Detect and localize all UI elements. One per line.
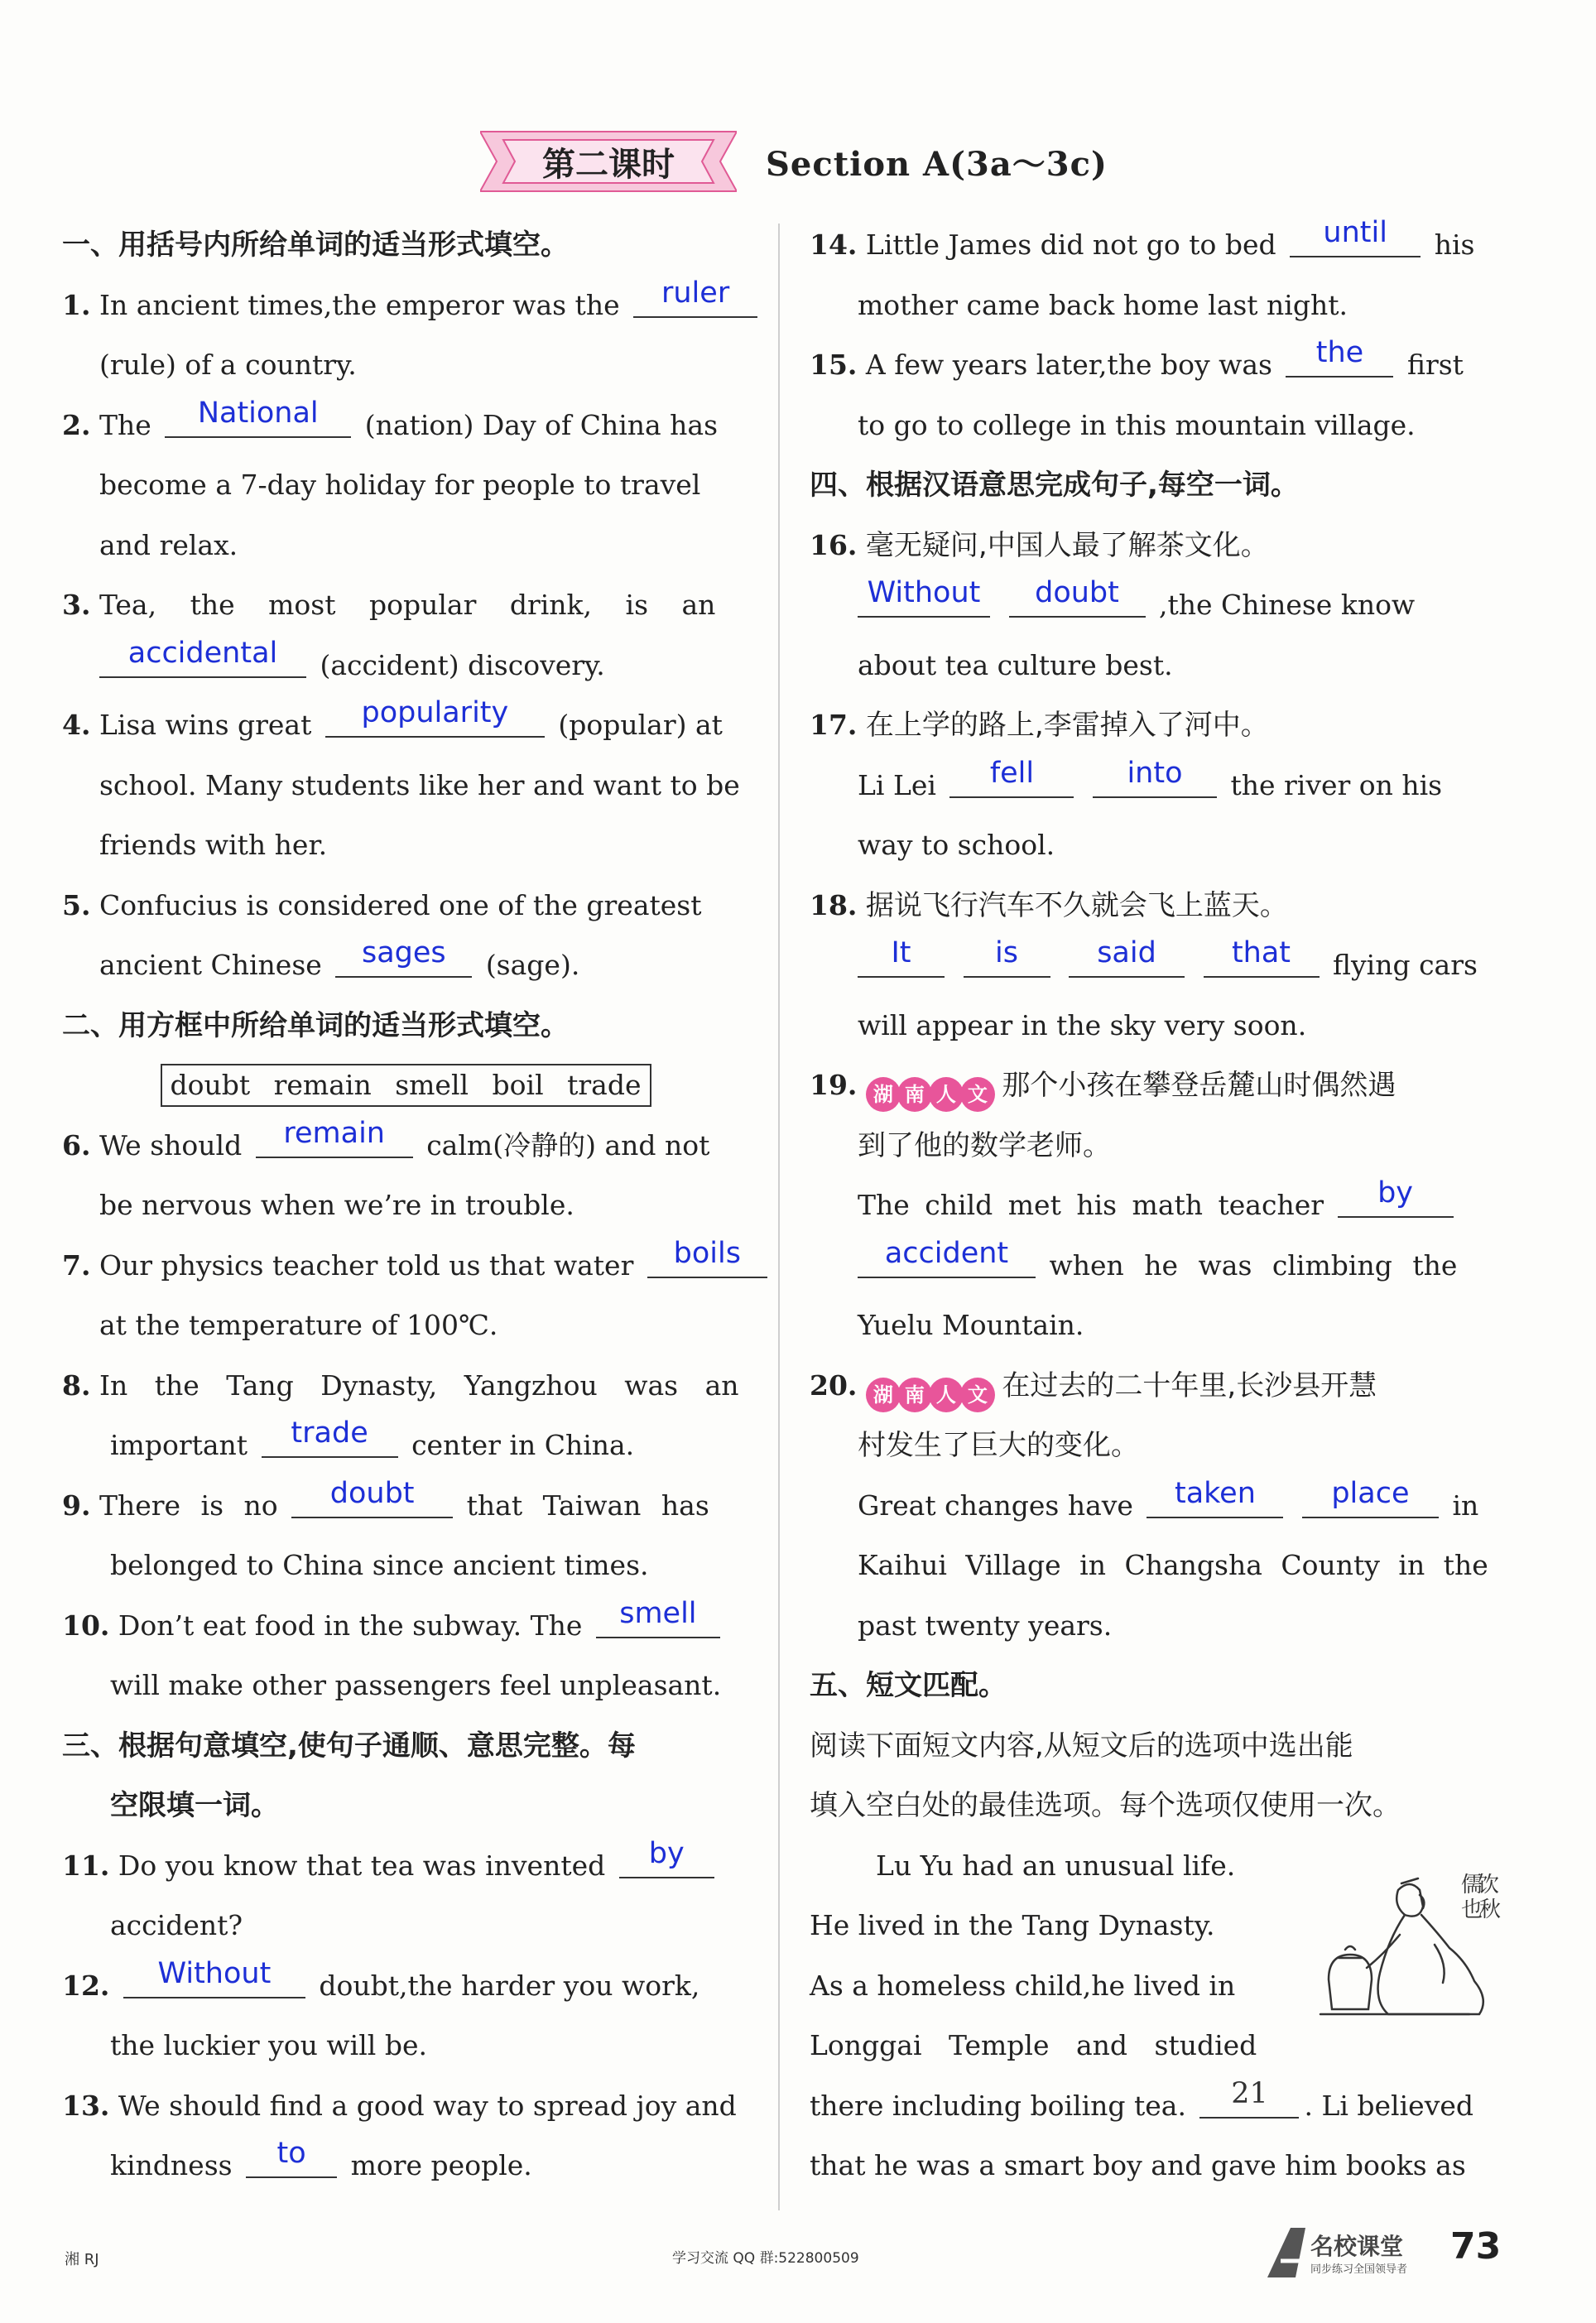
question-text: Great changes have [858,1489,1133,1522]
answer-blank[interactable] [335,936,472,978]
badge-char: 人 [929,1378,964,1412]
question-text: (accident) discovery. [320,648,605,681]
question-7-cont: at the temperature of 100℃. [99,1309,498,1341]
chinese-prompt: 在上学的路上,李雷掉入了河中。 [865,709,1269,742]
answer-blank[interactable] [1286,336,1393,378]
question-5 [62,876,749,936]
part2-title: 二、用方框中所给单词的适当形式填空。 [62,1008,569,1042]
lesson-header [480,124,1108,199]
badge-char: 人 [929,1077,964,1112]
section-title: Section A(3a～3c) [766,144,1108,184]
question-text: ,the Chinese know [1159,589,1416,621]
question-3 [62,575,749,636]
question-number: 11. [62,1849,110,1882]
question-number: 19. [810,1069,858,1101]
answer: to [276,2137,306,2170]
answer-blank[interactable] [949,756,1074,798]
question-number: 12. [62,1969,110,2002]
badge-char: 湖 [866,1378,901,1412]
passage-line: As a homeless child,he lived in [810,1969,1236,2002]
answer: fell [989,756,1035,790]
question-text: calm(冷静的) and not [426,1128,710,1162]
question-text: In the Tang Dynasty, Yangzhou was an [99,1368,739,1402]
answer-blank[interactable] [99,636,306,678]
answer: doubt [1035,576,1119,609]
question-text: kindness [110,2149,233,2181]
question-text: (nation) Day of China has [364,408,719,441]
question-text: There is no [99,1489,278,1522]
question-20-answer-line [810,1476,1497,1537]
question-number: 9. [62,1489,91,1522]
question-16 [810,516,1497,576]
question-19-answer-line-2 [810,1236,1497,1296]
answer-blank[interactable] [246,2137,337,2178]
question-8-cont [62,1416,749,1476]
question-11 [62,1836,749,1897]
question-18-answer-line [810,935,1497,996]
hunan-culture-badge [866,1378,992,1412]
qq-group-label: 学习交流 QQ 群:522800509 [672,2250,859,2267]
question-7 [62,1236,749,1296]
answer-blank[interactable] [123,1956,305,1998]
badge-char: 湖 [866,1077,901,1112]
answer: National [197,396,319,430]
question-8 [62,1356,749,1416]
question-number: 18. [810,888,858,921]
word-box-row [62,1056,749,1116]
part3-title-cont: 空限填一词。 [110,1789,279,1822]
answer: by [648,1836,685,1870]
answer-blank[interactable] [1204,936,1320,978]
edition-label: 湘 RJ [65,2251,99,2268]
question-number: 8. [62,1368,91,1402]
question-17-answer-line [810,756,1497,816]
answer-blank[interactable] [1290,216,1421,257]
question-number: 5. [62,888,91,921]
question-3-cont [62,636,749,696]
hunan-culture-badge [866,1077,992,1112]
question-6-cont: be nervous when we’re in trouble. [99,1189,574,1221]
answer: accidental [127,636,278,670]
question-number: 2. [62,408,91,441]
answer-blank[interactable] [633,276,757,318]
answer-blank[interactable] [325,696,545,738]
question-text: important [110,1429,248,1461]
passage-line: Longgai Temple and studied [810,2029,1257,2061]
question-20-cont-2: past twenty years. [858,1609,1113,1642]
question-number: 14. [810,228,858,261]
page-number: 73 [1450,2225,1502,2268]
question-text: (sage). [485,949,580,981]
question-number: 15. [810,349,858,381]
question-6 [62,1116,749,1176]
question-text: in [1452,1489,1479,1522]
answer-blank[interactable] [964,936,1050,978]
question-text: Our physics teacher told us that water [99,1248,634,1282]
passage-blank-21[interactable] [1199,2076,1299,2119]
question-text: Confucius is considered one of the greatest [99,888,702,921]
blank-number: 21 [1231,2076,1268,2110]
question-18-cont: will appear in the sky very soon. [858,1008,1307,1041]
question-4 [62,695,749,756]
answer-blank[interactable] [647,1236,767,1278]
answer: boils [673,1236,741,1270]
question-number: 13. [62,2089,110,2122]
question-10 [62,1596,749,1657]
question-19-zh-cont: 到了他的数学老师。 [858,1128,1111,1162]
question-19-cont: Yuelu Mountain. [858,1309,1084,1341]
answer: ruler [661,276,730,310]
question-17 [810,695,1497,756]
question-5-cont [62,935,749,996]
question-text: when he was climbing the [1049,1248,1458,1282]
answer: doubt [329,1476,415,1510]
question-text: doubt,the harder you work, [319,1969,700,2002]
question-14 [810,215,1497,276]
answer-blank[interactable] [596,1596,720,1638]
answer-blank[interactable] [165,396,351,438]
answer: said [1097,936,1156,969]
question-text: The child met his math teacher [858,1189,1324,1221]
question-text: (popular) at [558,709,723,741]
chinese-prompt: 据说飞行汽车不久就会飞上蓝天。 [865,888,1288,922]
question-20-zh-cont: 村发生了巨大的变化。 [858,1429,1139,1462]
badge-char: 南 [897,1378,932,1412]
question-13 [62,2076,749,2137]
answer-blank[interactable] [858,936,945,978]
question-9-cont: belonged to China since ancient times. [110,1549,649,1581]
question-text: We should find a good way to spread joy and [118,2089,737,2122]
answer-blank[interactable] [262,1416,398,1458]
answer: place [1331,1476,1410,1510]
question-1 [62,276,749,336]
question-number: 10. [62,1609,110,1642]
answer: smell [619,1596,697,1630]
question-17-cont: way to school. [858,829,1055,861]
question-4-cont: friends with her. [99,829,328,861]
answer: trade [291,1416,368,1450]
question-2-cont: become a 7-day holiday for people to travel [99,469,701,501]
passage-line: Lu Yu had an unusual life. [876,1849,1236,1882]
question-number: 4. [62,709,91,741]
answer-blank[interactable] [1302,1476,1439,1518]
question-text: that Taiwan has [466,1489,709,1522]
question-15 [810,335,1497,396]
question-14-cont: mother came back home last night. [858,288,1348,321]
question-text: first [1406,349,1464,381]
passage-line: He lived in the Tang Dynasty. [810,1909,1215,1941]
answer-blank[interactable] [291,1476,453,1518]
question-text: Lisa wins great [99,709,312,741]
question-4-cont: school. Many students like her and want to be [99,768,740,801]
badge-char: 文 [960,1077,995,1112]
question-text: the river on his [1230,768,1443,801]
word-box: doubt remain smell boil trade [161,1064,651,1107]
answer: that [1231,936,1291,969]
question-16-answer-line [810,575,1497,636]
chinese-prompt: 在过去的二十年里,长沙县开慧 [1002,1368,1377,1402]
answer: by [1377,1176,1413,1210]
answer: popularity [361,696,509,729]
question-15-cont: to go to college in this mountain village. [858,408,1416,441]
question-text: more people. [350,2149,532,2181]
part5-instructions-cont: 填入空白处的最佳选项。每个选项仅使用一次。 [810,1789,1401,1822]
question-number: 16. [810,528,858,561]
question-text: Little James did not go to bed [865,228,1276,261]
question-number: 20. [810,1368,858,1402]
passage-text: there including boiling tea. [810,2089,1186,2122]
brand-a-icon [1262,2223,1445,2281]
answer: is [995,936,1018,969]
question-11-cont: accident? [110,1909,243,1941]
part3-title: 三、根据句意填空,使句子通顺、意思完整。每 [62,1729,636,1763]
question-text: Tea, the most popular drink, is an [99,589,716,621]
question-16-cont: about tea culture best. [858,648,1173,681]
question-text: his [1434,228,1475,261]
svg-text:也: 也 [1461,1897,1483,1922]
answer: Without [157,1956,272,1990]
question-text: Li Lei [858,768,936,801]
question-18 [810,876,1497,936]
svg-text:饮: 饮 [1478,1873,1500,1897]
question-20 [810,1356,1497,1416]
question-number: 1. [62,288,91,321]
answer: until [1323,216,1387,249]
answer: Without [867,576,981,609]
column-divider [778,224,780,2210]
answer: remain [283,1116,385,1150]
question-12-cont: the luckier you will be. [110,2029,427,2061]
question-text: The [99,408,151,441]
question-number: 6. [62,1128,91,1162]
answer-blank[interactable] [1093,756,1217,798]
answer: accident [884,1236,1009,1270]
badge-char: 南 [897,1077,932,1112]
question-number: 7. [62,1248,91,1282]
question-1-cont: (rule) of a country. [99,349,357,381]
answer-blank[interactable] [1009,576,1146,618]
part5-instructions: 阅读下面短文内容,从短文后的选项中选出能 [810,1729,1353,1763]
question-2-cont: and relax. [99,528,238,561]
question-2 [62,396,749,456]
question-text: In ancient times,the emperor was the [99,288,620,321]
passage-line: that he was a smart boy and gave him books as [810,2149,1466,2181]
question-10-cont: will make other passengers feel unpleasant. [110,1669,722,1701]
svg-text:儒: 儒 [1461,1873,1483,1897]
left-column [62,215,749,2196]
chinese-prompt: 那个小孩在攀登岳麓山时偶然遇 [1002,1069,1396,1102]
logo-subtext: 同步练习全国领导者 [1310,2263,1408,2276]
question-9 [62,1476,749,1537]
question-13-cont [62,2136,749,2196]
question-number: 3. [62,589,91,621]
question-12 [62,1956,749,2017]
part4-title: 四、根据汉语意思完成句子,每空一词。 [810,469,1299,502]
logo-text: 名校课堂 [1310,2233,1404,2260]
answer-blank[interactable] [858,1236,1036,1278]
question-text: Do you know that tea was invented [118,1849,606,1882]
question-19 [810,1056,1497,1116]
answer: into [1127,756,1183,790]
question-text: center in China. [411,1429,635,1461]
question-text: flying cars [1333,949,1478,981]
answer-blank[interactable] [619,1836,714,1878]
lesson-label: 第二课时 [542,145,675,184]
lu-yu-illustration-icon [1296,1859,1502,2032]
question-text: We should [99,1128,243,1162]
badge-char: 文 [960,1378,995,1412]
passage-line [810,2076,1497,2137]
chinese-prompt: 毫无疑问,中国人最了解茶文化。 [865,528,1269,562]
answer-blank[interactable] [256,1116,413,1158]
answer-blank[interactable] [858,576,990,618]
part5-title: 五、短文匹配。 [810,1669,1007,1702]
question-text: A few years later,the boy was [865,349,1272,381]
question-number: 17. [810,709,858,741]
question-text: ancient Chinese [99,949,322,981]
answer-blank[interactable] [1338,1176,1454,1218]
answer: sages [361,936,446,969]
answer: taken [1174,1476,1256,1510]
question-text: Don’t eat food in the subway. The [118,1609,583,1642]
svg-text:秋: 秋 [1479,1897,1502,1922]
answer: It [891,936,911,969]
answer: the [1315,336,1364,369]
passage-text: . Li believed [1304,2089,1473,2122]
question-20-cont: Kaihui Village in Changsha County in the [858,1549,1488,1581]
question-19-answer-line [810,1176,1497,1236]
part1-title: 一、用括号内所给单词的适当形式填空。 [62,228,569,262]
brand-logo [1262,2223,1445,2281]
lesson-banner [480,128,737,195]
answer-blank[interactable] [1147,1476,1283,1518]
answer-blank[interactable] [1069,936,1185,978]
